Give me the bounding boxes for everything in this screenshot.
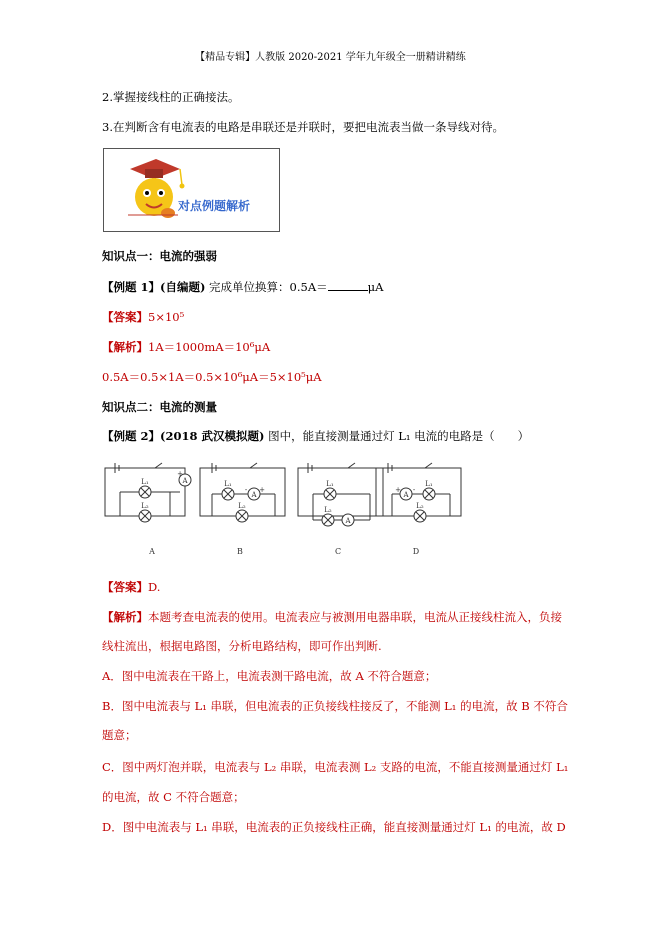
option-a-analysis: A．图中电流表在干路上，电流表测干路电流，故 A 不符合题意； [102,669,437,683]
minus-b: - [244,486,248,494]
option-d-analysis: D．图中电流表与 L₁ 串联，电流表的正负接线柱正确，能直接测量通过灯 L₁ 的电流，故 D [102,820,566,834]
ammeter-d-label: A [403,491,409,499]
point-3: 3.在判断含有电流表的电路是串联还是并联时，要把电流表当做一条导线对待。 [102,120,504,134]
ammeter-c-label: A [345,517,351,525]
explanation-2-line-1: 本题考查电流表的使用。电流表应与被测用电器串联，电流从正接线柱流入，负接 [148,610,562,624]
example-2-text: 图中，能直接测量通过灯 L₁ 电流的电路是（ ） [264,429,530,443]
lamp1-b-label: L₁ [224,480,232,488]
minus-d: - [412,486,416,494]
lamp1-c-label: L₁ [326,480,334,488]
answer-2-value: D. [148,580,161,594]
plus-d: + [395,486,401,494]
lamp2-c-label: L₂ [324,506,332,514]
example-1-question [102,279,383,295]
lamp2-d-label: L₂ [416,502,424,510]
banner-label: 对点例题解析 [178,199,251,213]
plus-b: + [259,486,265,494]
circuit-label-b: B [237,547,243,556]
option-c-analysis-cont: 的电流，故 C 不符合题意； [102,790,245,804]
explanation-2-tag: 【解析】 [102,610,148,624]
explanation-line-1: 1A＝1000mA＝10⁶μA [148,340,271,354]
example-1-source: (自编题) [160,280,206,294]
option-b-analysis: B．图中电流表与 L₁ 串联，但电流表的正负接线柱接反了，不能测 L₁ 的电流，故 B 不符合 [102,699,568,713]
lamp1-a-label: L₁ [141,478,149,486]
example-1-answer [102,309,184,325]
point-2: 2.掌握接线柱的正确接法。 [102,90,240,104]
answer-2-tag: 【答案】 [102,580,148,594]
circuit-label-d: D [412,547,420,556]
plus-a: + [177,470,183,478]
example-1-unit: μA [367,280,384,294]
answer-tag: 【答案】 [102,310,148,324]
lamp2-a-label: L₂ [141,502,149,510]
circuit-c [298,463,383,526]
example-2-tag: 【例题 2】 [102,429,161,443]
circuit-label-a: A [149,547,155,556]
circuit-label-c: C [334,547,342,556]
explanation-2-line-2: 线柱流出，根据电路图，分析电路结构，即可作出判断. [102,639,382,653]
example-1-text: 完成单位换算：0.5A＝ [205,280,328,294]
option-c-analysis: C．图中两灯泡并联，电流表与 L₂ 串联，电流表测 L₂ 支路的电流，不能直接测量通过灯 L₁ [102,760,569,774]
example-2-question [102,428,529,444]
example-1-explanation [102,339,270,355]
option-b-analysis-cont: 题意； [102,728,137,742]
circuit-b [200,463,285,522]
ammeter-a-label: A [182,477,188,485]
explanation-tag: 【解析】 [102,340,148,354]
example-2-explanation [102,609,562,625]
knowledge-point-1: 知识点一：电流的强弱 [102,249,217,263]
page-header: 【精品专辑】人教版 2020-2021 学年九年级全一册精讲精练 [195,52,466,63]
example-1-tag: 【例题 1】 [102,280,161,294]
answer-blank [328,279,368,291]
knowledge-point-2: 知识点二：电流的测量 [102,400,217,414]
circuit-d [376,463,461,522]
circuit-diagrams [100,458,480,573]
lamp1-d-label: L₁ [425,480,433,488]
ammeter-b-label: A [251,491,257,499]
explanation-line-2: 0.5A＝0.5×1A＝0.5×10⁶μA＝5×10⁵μA [102,370,322,384]
lamp2-b-label: L₂ [238,502,246,510]
example-2-source: (2018 武汉模拟题) [160,429,265,443]
answer-value: 5×10⁵ [148,310,185,324]
example-banner [103,148,280,232]
mascot-icon [118,155,188,225]
example-2-answer [102,579,160,595]
